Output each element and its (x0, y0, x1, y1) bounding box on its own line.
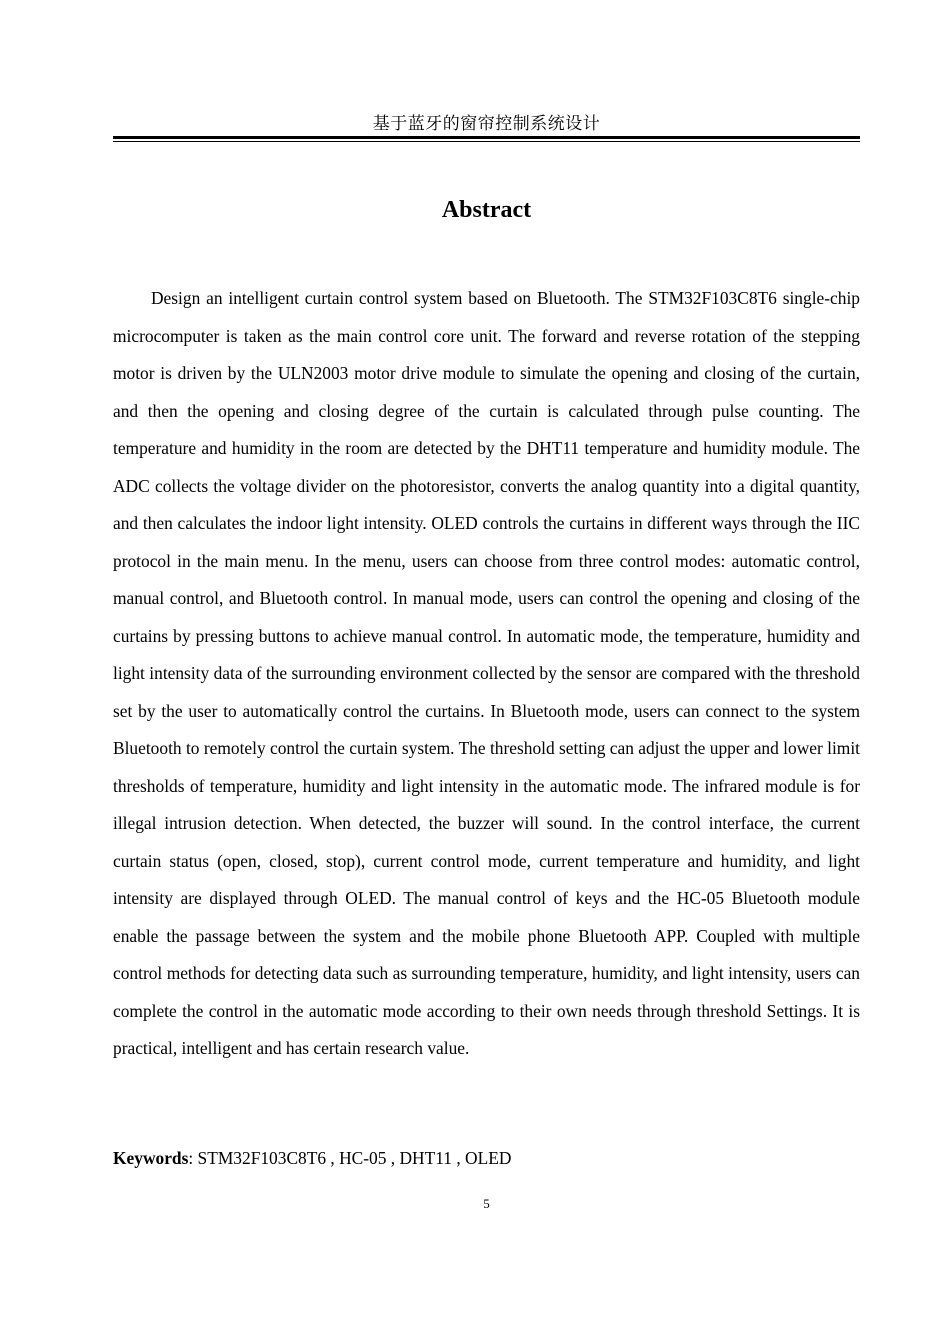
abstract-heading: Abstract (441, 197, 532, 223)
running-header-title: 基于蓝牙的窗帘控制系统设计 (372, 114, 601, 134)
keywords-separator: : (188, 1148, 198, 1168)
keywords-label: Keywords (113, 1148, 189, 1168)
header-rule-thick (113, 136, 860, 139)
header-rule-thin (113, 141, 860, 142)
keywords-values: STM32F103C8T6 , HC-05 , DHT11 , OLED (197, 1148, 512, 1168)
abstract-paragraph: Design an intelligent curtain control system based on Bluetooth. The STM32F103C8T6 single-chip microcomputer is taken as the main control core unit. The forward and reverse rotation of the stepping motor is driven by the ULN2003 motor drive module to simulate the opening and closing of the curtain, and then the opening and closing degree of the curtain is calculated through pulse counting. The temperature and humidity in the room are detected by the DHT11 temperature and humidity module. The ADC collects the voltage divider on the photoresistor, converts the analog quantity into a digital quantity, and then calculates the indoor light intensity. OLED controls the curtains in different ways through the IIC protocol in the main menu. In the menu, users can choose from three control modes: automatic control, manual control, and Bluetooth control. In manual mode, users can control the opening and closing of the curtains by pressing buttons to achieve manual control. In automatic mode, the temperature, humidity and light intensity data of the surrounding environment collected by the sensor are compared with the threshold set by the user to automatically control the curtains. In Bluetooth mode, users can connect to the system Bluetooth to remotely control the curtain system. The threshold setting can adjust the upper and lower limit thresholds of temperature, humidity and light intensity in the automatic mode. The infrared module is for illegal intrusion detection. When detected, the buzzer will sound. In the control interface, the current curtain status (open, closed, stop), current control mode, current temperature and humidity, and light intensity are displayed through OLED. The manual control of keys and the HC-05 Bluetooth module enable the passage between the system and the mobile phone Bluetooth APP. Coupled with multiple control methods for detecting data such as surrounding temperature, humidity, and light intensity, users can complete the control in the automatic mode according to their own needs through threshold Settings. It is practical, intelligent and has certain research value. (113, 288, 860, 1058)
page-number: 5 (483, 1196, 490, 1211)
keywords-line (113, 1143, 860, 1173)
